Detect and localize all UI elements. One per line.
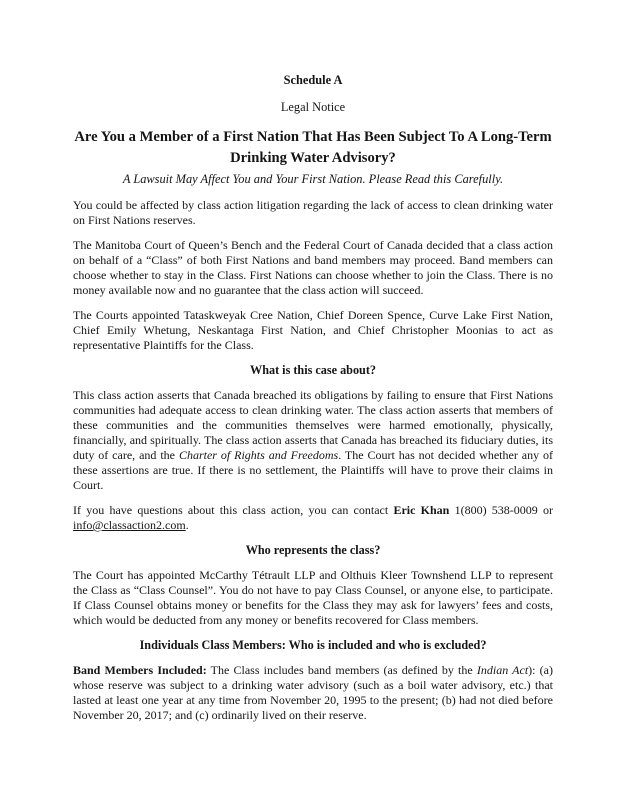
band-members-text-2: ): (a) whose reserve was subject to a drinking water advisory (such as a boil water advisory, etc.) that lasted at least one year at any time from November 20, 1995 to the present; (b) had not died before November 20, 2017; and (c) ordinarily lived on their reserve. bbox=[73, 663, 553, 722]
intro-paragraph: You could be affected by class action litigation regarding the lack of access to clean drinking water on First Nations reserves. bbox=[73, 198, 553, 227]
indian-act-title: Indian Act bbox=[476, 663, 529, 677]
contact-name: Eric Khan bbox=[393, 503, 450, 517]
contact-text-3: . bbox=[185, 518, 189, 532]
section-heading-who-represents: Who represents the class? bbox=[245, 543, 381, 557]
email-link[interactable]: info@classaction2.com bbox=[73, 518, 186, 532]
schedule-label: Schedule A bbox=[283, 73, 343, 87]
charter-of-rights-title: Charter of Rights and Freedoms bbox=[178, 448, 339, 462]
document-title bbox=[73, 127, 553, 169]
document-title-line-2: Drinking Water Advisory? bbox=[230, 150, 396, 166]
legal-notice-label: Legal Notice bbox=[280, 100, 346, 114]
document-title-line-1: Are You a Member of a First Nation That Has Been Subject To A Long-Term bbox=[74, 129, 552, 145]
band-members-text-1: The Class includes band members (as defined by the bbox=[206, 663, 477, 677]
case-about-text-1: This class action asserts that Canada breached its obligations by failing to ensure that First Nations communities had adequate access to clean drinking water. The class action asserts that members of these communities and the communities themselves were harmed emotionally, physically, financially, and spiritually. The class action asserts that Canada has breached its fiduciary duties, its duty of care, and the bbox=[73, 388, 553, 462]
section-heading-case-about: What is this case about? bbox=[250, 363, 376, 377]
contact-text-2: 1(800) 538-0009 or bbox=[449, 503, 554, 517]
courts-decision-paragraph: The Manitoba Court of Queen’s Bench and the Federal Court of Canada decided that a class action on behalf of a “Class” of both First Nations and band members may proceed. Band members can choose whether to stay in the Class. First Nations can choose whether to join the Class. There is no money available now and no guarantee that the class action will succeed. bbox=[73, 238, 553, 297]
contact-paragraph bbox=[73, 503, 553, 533]
section-heading-class-members: Individuals Class Members: Who is included and who is excluded? bbox=[139, 638, 487, 652]
case-about-text-2: . The Court has not decided whether any of these assertions are true. If there is no settlement, the Plaintiffs will have to prove their claims in Court. bbox=[73, 448, 554, 492]
band-members-lead: Band Members Included: bbox=[73, 663, 207, 677]
document-subtitle: A Lawsuit May Affect You and Your First Nation. Please Read this Carefully. bbox=[122, 172, 504, 186]
representative-plaintiffs-paragraph: The Courts appointed Tataskweyak Cree Nation, Chief Doreen Spence, Curve Lake First Nation, Chief Emily Whetung, Neskantaga First Nation, and Chief Christopher Moonias to act as representative Plaintiffs for the Class. bbox=[73, 308, 553, 352]
contact-text-1: If you have questions about this class action, you can contact bbox=[73, 503, 394, 517]
class-counsel-paragraph: The Court has appointed McCarthy Tétrault LLP and Olthuis Kleer Townshend LLP to represent the Class as “Class Counsel”. You do not have to pay Class Counsel, or anyone else, to participate. If Class Counsel obtains money or benefits for the Class they may ask for lawyers’ fees and costs, which would be deducted from any money or benefits recovered for Class members. bbox=[73, 568, 553, 627]
band-members-paragraph bbox=[73, 663, 553, 723]
case-about-paragraph bbox=[73, 388, 553, 493]
